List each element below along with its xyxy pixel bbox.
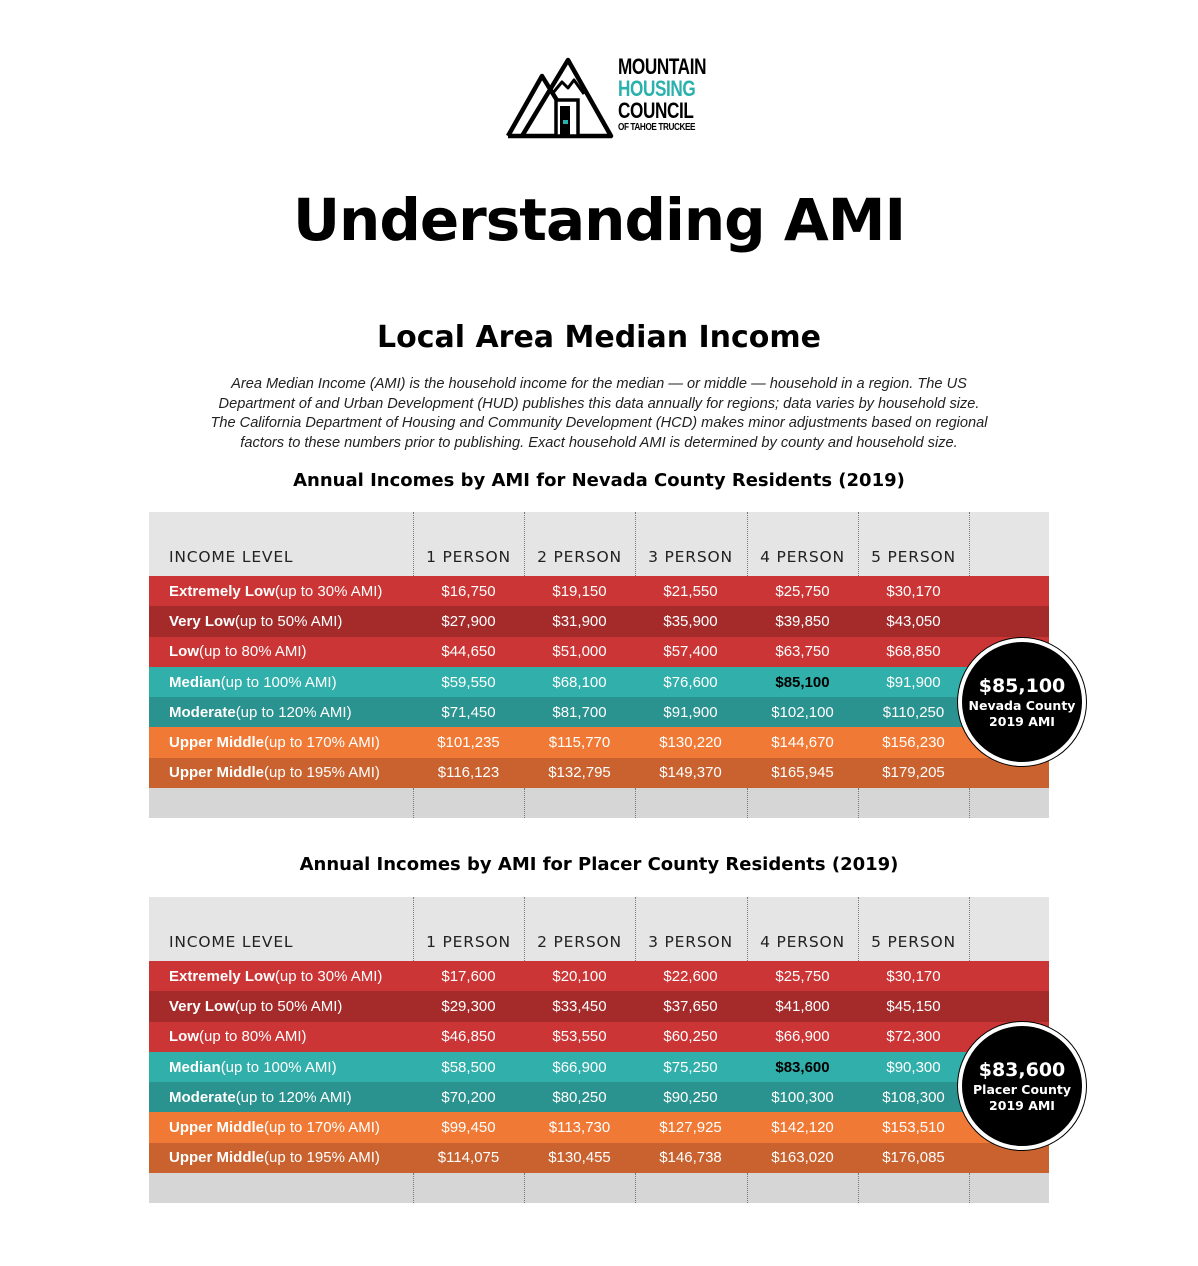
table-row [149,991,1049,1021]
table-row [149,606,1049,636]
income-level-range: (up to 50% AMI) [234,612,343,630]
income-level-range: (up to 80% AMI) [199,1028,307,1046]
table-title: Annual Incomes by AMI for Nevada County Residents (2019) [293,470,905,491]
column-divider [858,788,859,818]
column-header: 3 PERSON [648,933,733,951]
table-header [149,512,1049,576]
income-value-cell: $60,250 [663,1028,718,1046]
income-level-range: (up to 100% AMI) [220,673,337,691]
income-value-cell: $156,230 [882,734,945,752]
column-divider [747,512,748,576]
badge-year: 2019 AMI [989,714,1055,729]
table-header [149,897,1049,961]
income-level-range: (up to 50% AMI) [234,997,343,1015]
income-value-cell: $66,900 [552,1058,607,1076]
income-level-name: Extremely Low [169,967,275,985]
table-title: Annual Incomes by AMI for Placer County Residents (2019) [299,854,899,875]
logo-line-1: MOUNTAIN [618,54,707,79]
column-header: 2 PERSON [537,548,622,566]
income-value-cell: $153,510 [882,1119,945,1137]
income-level-range: (up to 80% AMI) [199,643,307,661]
column-divider [969,1173,970,1203]
income-value-cell: $99,450 [441,1119,496,1137]
income-value-cell: $30,170 [886,967,941,985]
column-header: INCOME LEVEL [169,933,294,951]
county-ami-badge [958,1022,1086,1150]
income-level-name: Moderate [169,1088,236,1106]
income-value-cell: $75,250 [663,1058,718,1076]
column-divider [858,897,859,961]
column-divider [858,512,859,576]
table-row [149,697,1049,727]
income-level-range: (up to 30% AMI) [274,582,383,600]
income-level-label [169,606,342,636]
table-row [149,1082,1049,1112]
income-level-range: (up to 120% AMI) [235,703,352,721]
income-value-cell: $81,700 [552,703,607,721]
income-value-cell: $91,900 [886,673,941,691]
income-value-cell: $22,600 [663,967,718,985]
income-level-name: Moderate [169,703,236,721]
column-divider [413,897,414,961]
income-level-name: Extremely Low [169,582,275,600]
intro-line: The California Department of Housing and Community Development (HCD) makes minor adjustments based on regional [210,415,988,431]
income-level-name: Median [169,673,221,691]
income-level-name: Very Low [169,612,235,630]
income-value-cell: $51,000 [552,643,607,661]
column-header: 4 PERSON [760,548,845,566]
column-divider [635,1173,636,1203]
column-header: 3 PERSON [648,548,733,566]
income-value-cell: $110,250 [882,703,945,721]
income-value-cell: $179,205 [882,764,945,782]
income-level-name: Low [169,1028,199,1046]
income-level-range: (up to 120% AMI) [235,1088,352,1106]
income-level-range: (up to 170% AMI) [264,1119,380,1137]
income-value-cell: $66,900 [775,1028,830,1046]
income-level-name: Low [169,643,199,661]
income-value-cell: $116,123 [437,764,500,782]
table-row [149,1052,1049,1082]
table-row [149,758,1049,788]
logo-line-3: COUNCIL [618,98,694,123]
income-level-name: Very Low [169,997,235,1015]
column-divider [635,897,636,961]
table-row [149,1112,1049,1142]
logo-line-4: OF TAHOE TRUCKEE [618,122,696,133]
table-row [149,637,1049,667]
intro-paragraph [170,375,1028,453]
column-divider [747,897,748,961]
logo-line-2: HOUSING [618,76,696,101]
intro-line: Department of and Urban Development (HUD) publishes this data annually for regions; data varies by household size. [218,395,980,412]
income-level-label [169,667,337,697]
income-value-cell: $176,085 [882,1149,945,1167]
income-value-cell: $41,800 [775,997,830,1015]
income-value-cell: $53,550 [552,1028,607,1046]
income-value-cell: $19,150 [552,582,607,600]
income-value-cell: $68,100 [552,673,607,691]
mountain-house-icon [506,56,614,142]
income-value-cell: $91,900 [663,703,718,721]
income-level-label [169,961,382,991]
income-value-cell: $35,900 [663,612,718,630]
table-footer [149,788,1049,818]
income-value-cell: $21,550 [663,582,718,600]
income-value-cell: $59,550 [441,673,496,691]
income-level-label [169,1052,337,1082]
income-level-label [169,1112,380,1142]
income-level-range: (up to 100% AMI) [220,1058,337,1076]
income-value-cell: $114,075 [437,1149,500,1167]
column-divider [524,1173,525,1203]
column-divider [969,788,970,818]
income-value-cell: $113,730 [548,1119,611,1137]
income-value-cell: $132,795 [548,764,611,782]
income-value-cell: $70,200 [441,1088,496,1106]
income-value-cell: $25,750 [775,582,830,600]
income-value-cell: $57,400 [663,643,718,661]
income-value-cell: $130,455 [548,1149,611,1167]
county-ami-badge [958,638,1086,766]
intro-line: Area Median Income (AMI) is the household income for the median — or middle — household in a region. The US [231,376,967,392]
income-value-cell: $46,850 [441,1028,496,1046]
income-level-label [169,1082,352,1112]
income-value-cell: $149,370 [659,764,722,782]
income-value-cell: $90,300 [886,1058,941,1076]
income-table [149,512,1049,818]
income-value-cell: $85,100 [775,673,830,691]
income-level-label [169,1022,307,1052]
income-value-cell: $39,850 [775,612,830,630]
income-value-cell: $68,850 [886,643,941,661]
column-divider [524,788,525,818]
income-value-cell: $27,900 [441,612,496,630]
column-divider [858,1173,859,1203]
badge-amount: $83,600 [978,1059,1066,1081]
income-level-label [169,637,307,667]
badge-amount: $85,100 [978,675,1066,697]
income-level-label [169,758,380,788]
income-level-name: Upper Middle [169,764,265,782]
income-value-cell: $29,300 [441,997,496,1015]
income-value-cell: $44,650 [441,643,496,661]
income-value-cell: $25,750 [775,967,830,985]
income-value-cell: $20,100 [552,967,607,985]
table-footer [149,1173,1049,1203]
page-title: Understanding AMI [292,186,906,254]
income-level-label [169,727,380,757]
income-value-cell: $130,220 [659,734,722,752]
income-value-cell: $37,650 [663,997,718,1015]
income-value-cell: $16,750 [441,582,496,600]
income-level-range: (up to 195% AMI) [264,764,380,782]
income-level-label [169,576,382,606]
income-value-cell: $31,900 [552,612,607,630]
income-value-cell: $33,450 [552,997,607,1015]
income-value-cell: $127,925 [659,1119,722,1137]
column-divider [747,788,748,818]
intro-line: factors to these numbers prior to publishing. Exact household AMI is determined by county and household size. [240,434,958,451]
logo-wordmark [618,56,731,134]
income-level-range: (up to 170% AMI) [264,734,380,752]
income-level-name: Upper Middle [169,1119,265,1137]
column-divider [969,897,970,961]
income-value-cell: $163,020 [771,1149,834,1167]
table-row [149,667,1049,697]
income-level-label [169,1143,380,1173]
income-level-label [169,991,342,1021]
column-divider [413,512,414,576]
column-header: 5 PERSON [871,548,956,566]
section-subtitle: Local Area Median Income [376,320,822,355]
table-row [149,576,1049,606]
column-divider [635,788,636,818]
income-value-cell: $45,150 [886,997,941,1015]
table-row [149,1022,1049,1052]
column-header: INCOME LEVEL [169,548,294,566]
column-divider [413,788,414,818]
income-value-cell: $165,945 [771,764,834,782]
table-row [149,1143,1049,1173]
column-divider [524,897,525,961]
income-value-cell: $108,300 [882,1088,945,1106]
column-divider [635,512,636,576]
income-table [149,897,1049,1203]
income-value-cell: $80,250 [552,1088,607,1106]
table-row [149,961,1049,991]
income-value-cell: $63,750 [775,643,830,661]
income-value-cell: $30,170 [886,582,941,600]
income-level-range: (up to 195% AMI) [264,1149,380,1167]
income-level-range: (up to 30% AMI) [274,967,383,985]
income-value-cell: $100,300 [771,1088,834,1106]
income-value-cell: $102,100 [771,703,834,721]
badge-county: Placer County [973,1082,1071,1097]
column-header: 1 PERSON [426,548,511,566]
column-header: 5 PERSON [871,933,956,951]
column-header: 4 PERSON [760,933,845,951]
table-row [149,727,1049,757]
income-level-name: Upper Middle [169,734,265,752]
income-value-cell: $43,050 [886,612,941,630]
column-divider [413,1173,414,1203]
column-divider [969,512,970,576]
badge-county: Nevada County [968,698,1076,713]
income-level-label [169,697,352,727]
income-value-cell: $76,600 [663,673,718,691]
income-level-name: Upper Middle [169,1149,265,1167]
income-value-cell: $58,500 [441,1058,496,1076]
income-value-cell: $83,600 [775,1058,830,1076]
income-value-cell: $101,235 [437,734,500,752]
income-value-cell: $144,670 [771,734,834,752]
income-value-cell: $115,770 [548,734,611,752]
column-divider [747,1173,748,1203]
badge-year: 2019 AMI [989,1098,1055,1113]
income-level-name: Median [169,1058,221,1076]
column-header: 2 PERSON [537,933,622,951]
income-value-cell: $90,250 [663,1088,718,1106]
logo [506,56,706,142]
column-header: 1 PERSON [426,933,511,951]
income-value-cell: $72,300 [886,1028,941,1046]
column-divider [524,512,525,576]
income-value-cell: $17,600 [441,967,496,985]
income-value-cell: $142,120 [771,1119,834,1137]
income-value-cell: $71,450 [441,703,496,721]
income-value-cell: $146,738 [659,1149,722,1167]
